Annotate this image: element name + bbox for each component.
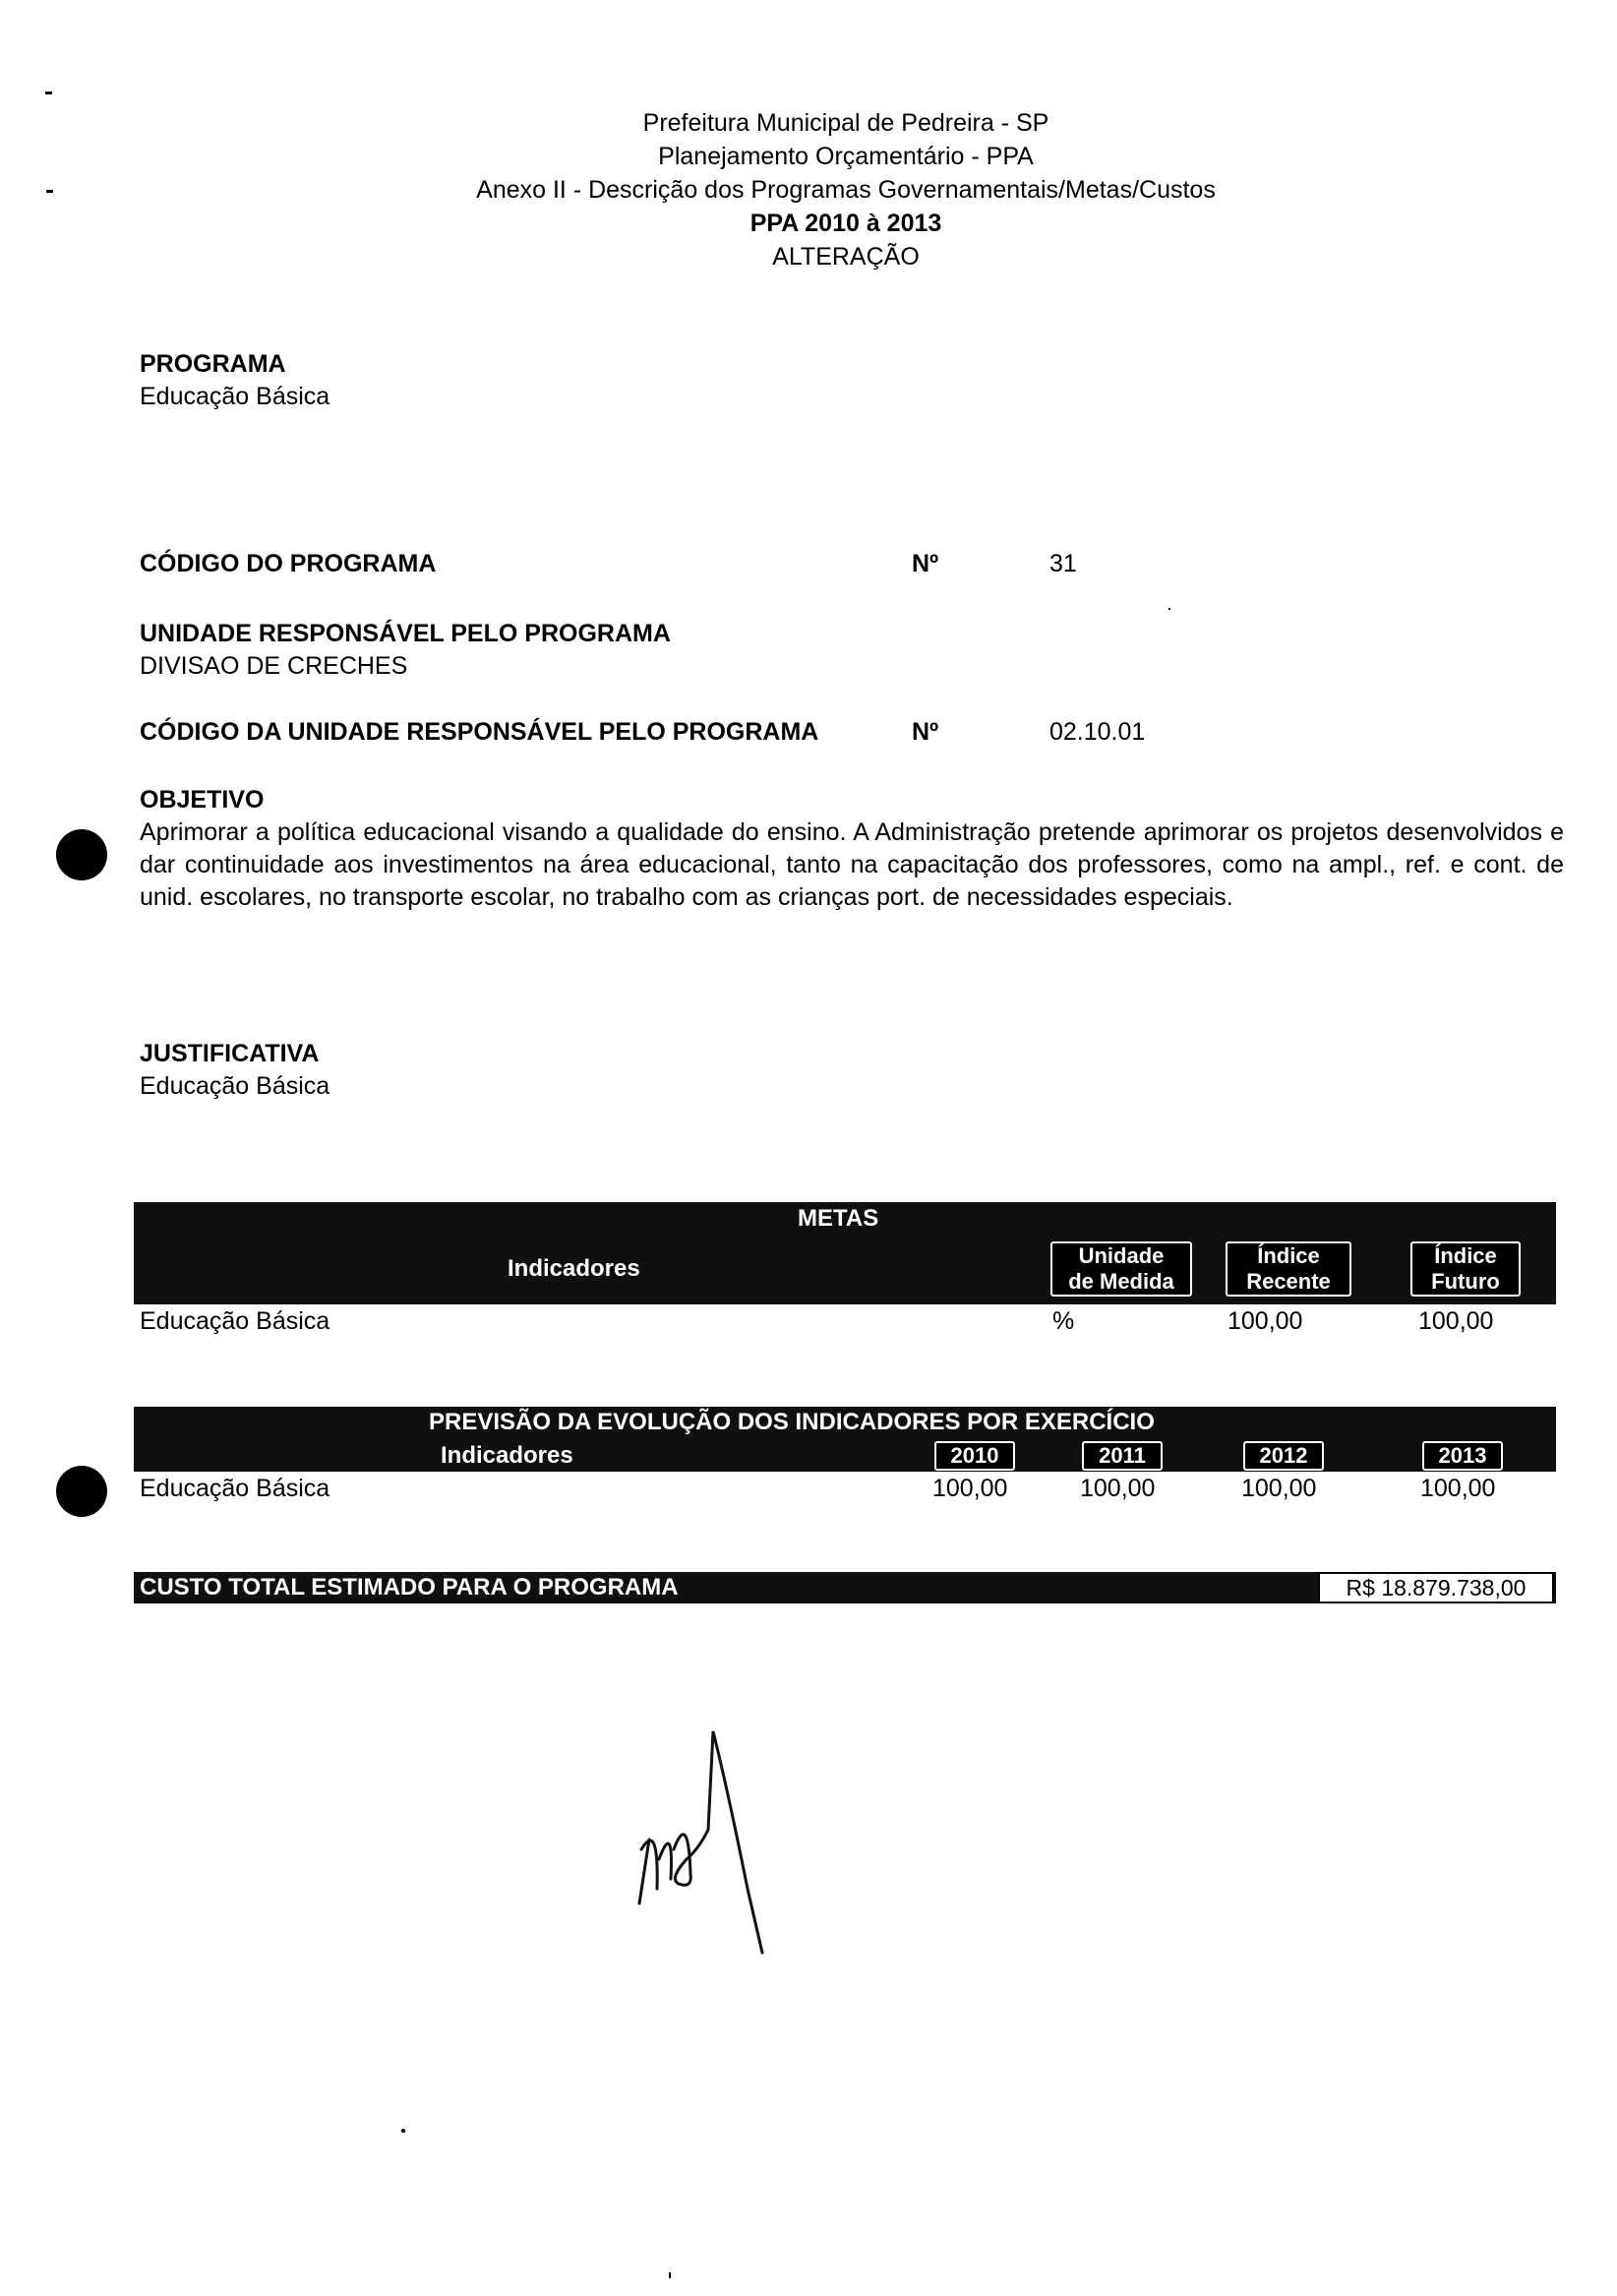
metas-title: METAS xyxy=(798,1205,879,1232)
metas-col-recente-line2: Recente xyxy=(1246,1269,1331,1294)
unidade-label: UNIDADE RESPONSÁVEL PELO PROGRAMA xyxy=(140,620,671,647)
previsao-col-2013: 2013 xyxy=(1422,1441,1503,1471)
metas-col-unidade-line1: Unidade xyxy=(1078,1243,1165,1268)
justificativa-value: Educação Básica xyxy=(140,1072,330,1100)
previsao-row-2010: 100,00 xyxy=(932,1475,1008,1502)
objetivo-label: OBJETIVO xyxy=(140,786,265,814)
scan-speck xyxy=(401,2129,405,2133)
metas-row-recente: 100,00 xyxy=(1228,1307,1303,1335)
punch-hole xyxy=(56,1466,107,1517)
unidade-value: DIVISAO DE CRECHES xyxy=(140,652,408,680)
metas-row-futuro: 100,00 xyxy=(1418,1307,1494,1335)
previsao-title: PREVISÃO DA EVOLUÇÃO DOS INDICADORES POR EXERCÍCIO xyxy=(429,1409,1155,1435)
previsao-row-2012: 100,00 xyxy=(1241,1475,1317,1502)
codigo-unidade-label: CÓDIGO DA UNIDADE RESPONSÁVEL PELO PROGRAMA xyxy=(140,718,819,746)
previsao-row-2013: 100,00 xyxy=(1420,1475,1496,1502)
header-planning: Planejamento Orçamentário - PPA xyxy=(658,143,1034,170)
scan-mark xyxy=(45,91,52,94)
programa-value: Educação Básica xyxy=(140,383,330,410)
metas-col-unidade-line2: de Medida xyxy=(1068,1269,1174,1294)
metas-col-futuro xyxy=(1410,1241,1521,1297)
custo-value: R$ 18.879.738,00 xyxy=(1318,1572,1554,1603)
previsao-col-2010: 2010 xyxy=(934,1441,1015,1471)
punch-hole xyxy=(56,829,107,880)
codigo-programa-value: 31 xyxy=(1049,550,1077,577)
header-ppa-period: PPA 2010 à 2013 xyxy=(749,210,942,237)
objetivo-text: Aprimorar a política educacional visando a qualidade do ensino. A Administração pretende aprimorar os projetos desenvolvidos e dar continuidade aos investimentos na área educacional, tanto na capacitação dos professores, como na ampl., ref. e cont. de unid. escolares, no transporte escolar, no trabalho com as crianças port. de necessidades especiais. xyxy=(140,818,1564,911)
codigo-programa-label: CÓDIGO DO PROGRAMA xyxy=(140,550,437,577)
metas-col-futuro-line2: Futuro xyxy=(1431,1269,1500,1294)
codigo-unidade-no-label: Nº xyxy=(912,718,939,746)
metas-col-indicadores: Indicadores xyxy=(508,1255,640,1282)
previsao-header-bar xyxy=(134,1438,1556,1472)
metas-col-unidade xyxy=(1050,1241,1192,1297)
header-municipality: Prefeitura Municipal de Pedreira - SP xyxy=(642,109,1049,137)
previsao-col-2011: 2011 xyxy=(1082,1441,1163,1471)
codigo-programa-no-label: Nº xyxy=(912,550,939,577)
metas-title-bar xyxy=(134,1202,1556,1236)
previsao-title-bar xyxy=(134,1407,1556,1438)
metas-row-indicador: Educação Básica xyxy=(140,1307,330,1335)
previsao-row-2011: 100,00 xyxy=(1080,1475,1156,1502)
previsao-col-2012: 2012 xyxy=(1243,1441,1324,1471)
previsao-row-indicador: Educação Básica xyxy=(140,1475,330,1502)
metas-col-recente-line1: Índice xyxy=(1257,1243,1320,1268)
signature xyxy=(620,1712,777,1958)
header-alteracao: ALTERAÇÃO xyxy=(772,243,920,271)
programa-label: PROGRAMA xyxy=(140,350,286,378)
scan-speck xyxy=(1168,608,1170,610)
scan-mark xyxy=(46,190,53,193)
header-annex: Anexo II - Descrição dos Programas Governamentais/Metas/Custos xyxy=(476,176,1216,204)
justificativa-label: JUSTIFICATIVA xyxy=(140,1040,320,1067)
custo-label: CUSTO TOTAL ESTIMADO PARA O PROGRAMA xyxy=(140,1574,679,1601)
scan-speck xyxy=(669,2272,671,2278)
codigo-unidade-value: 02.10.01 xyxy=(1049,718,1146,746)
previsao-col-indicadores: Indicadores xyxy=(441,1442,573,1469)
metas-col-futuro-line1: Índice xyxy=(1434,1243,1497,1268)
metas-row-unidade: % xyxy=(1052,1307,1075,1335)
metas-col-recente xyxy=(1226,1241,1351,1297)
